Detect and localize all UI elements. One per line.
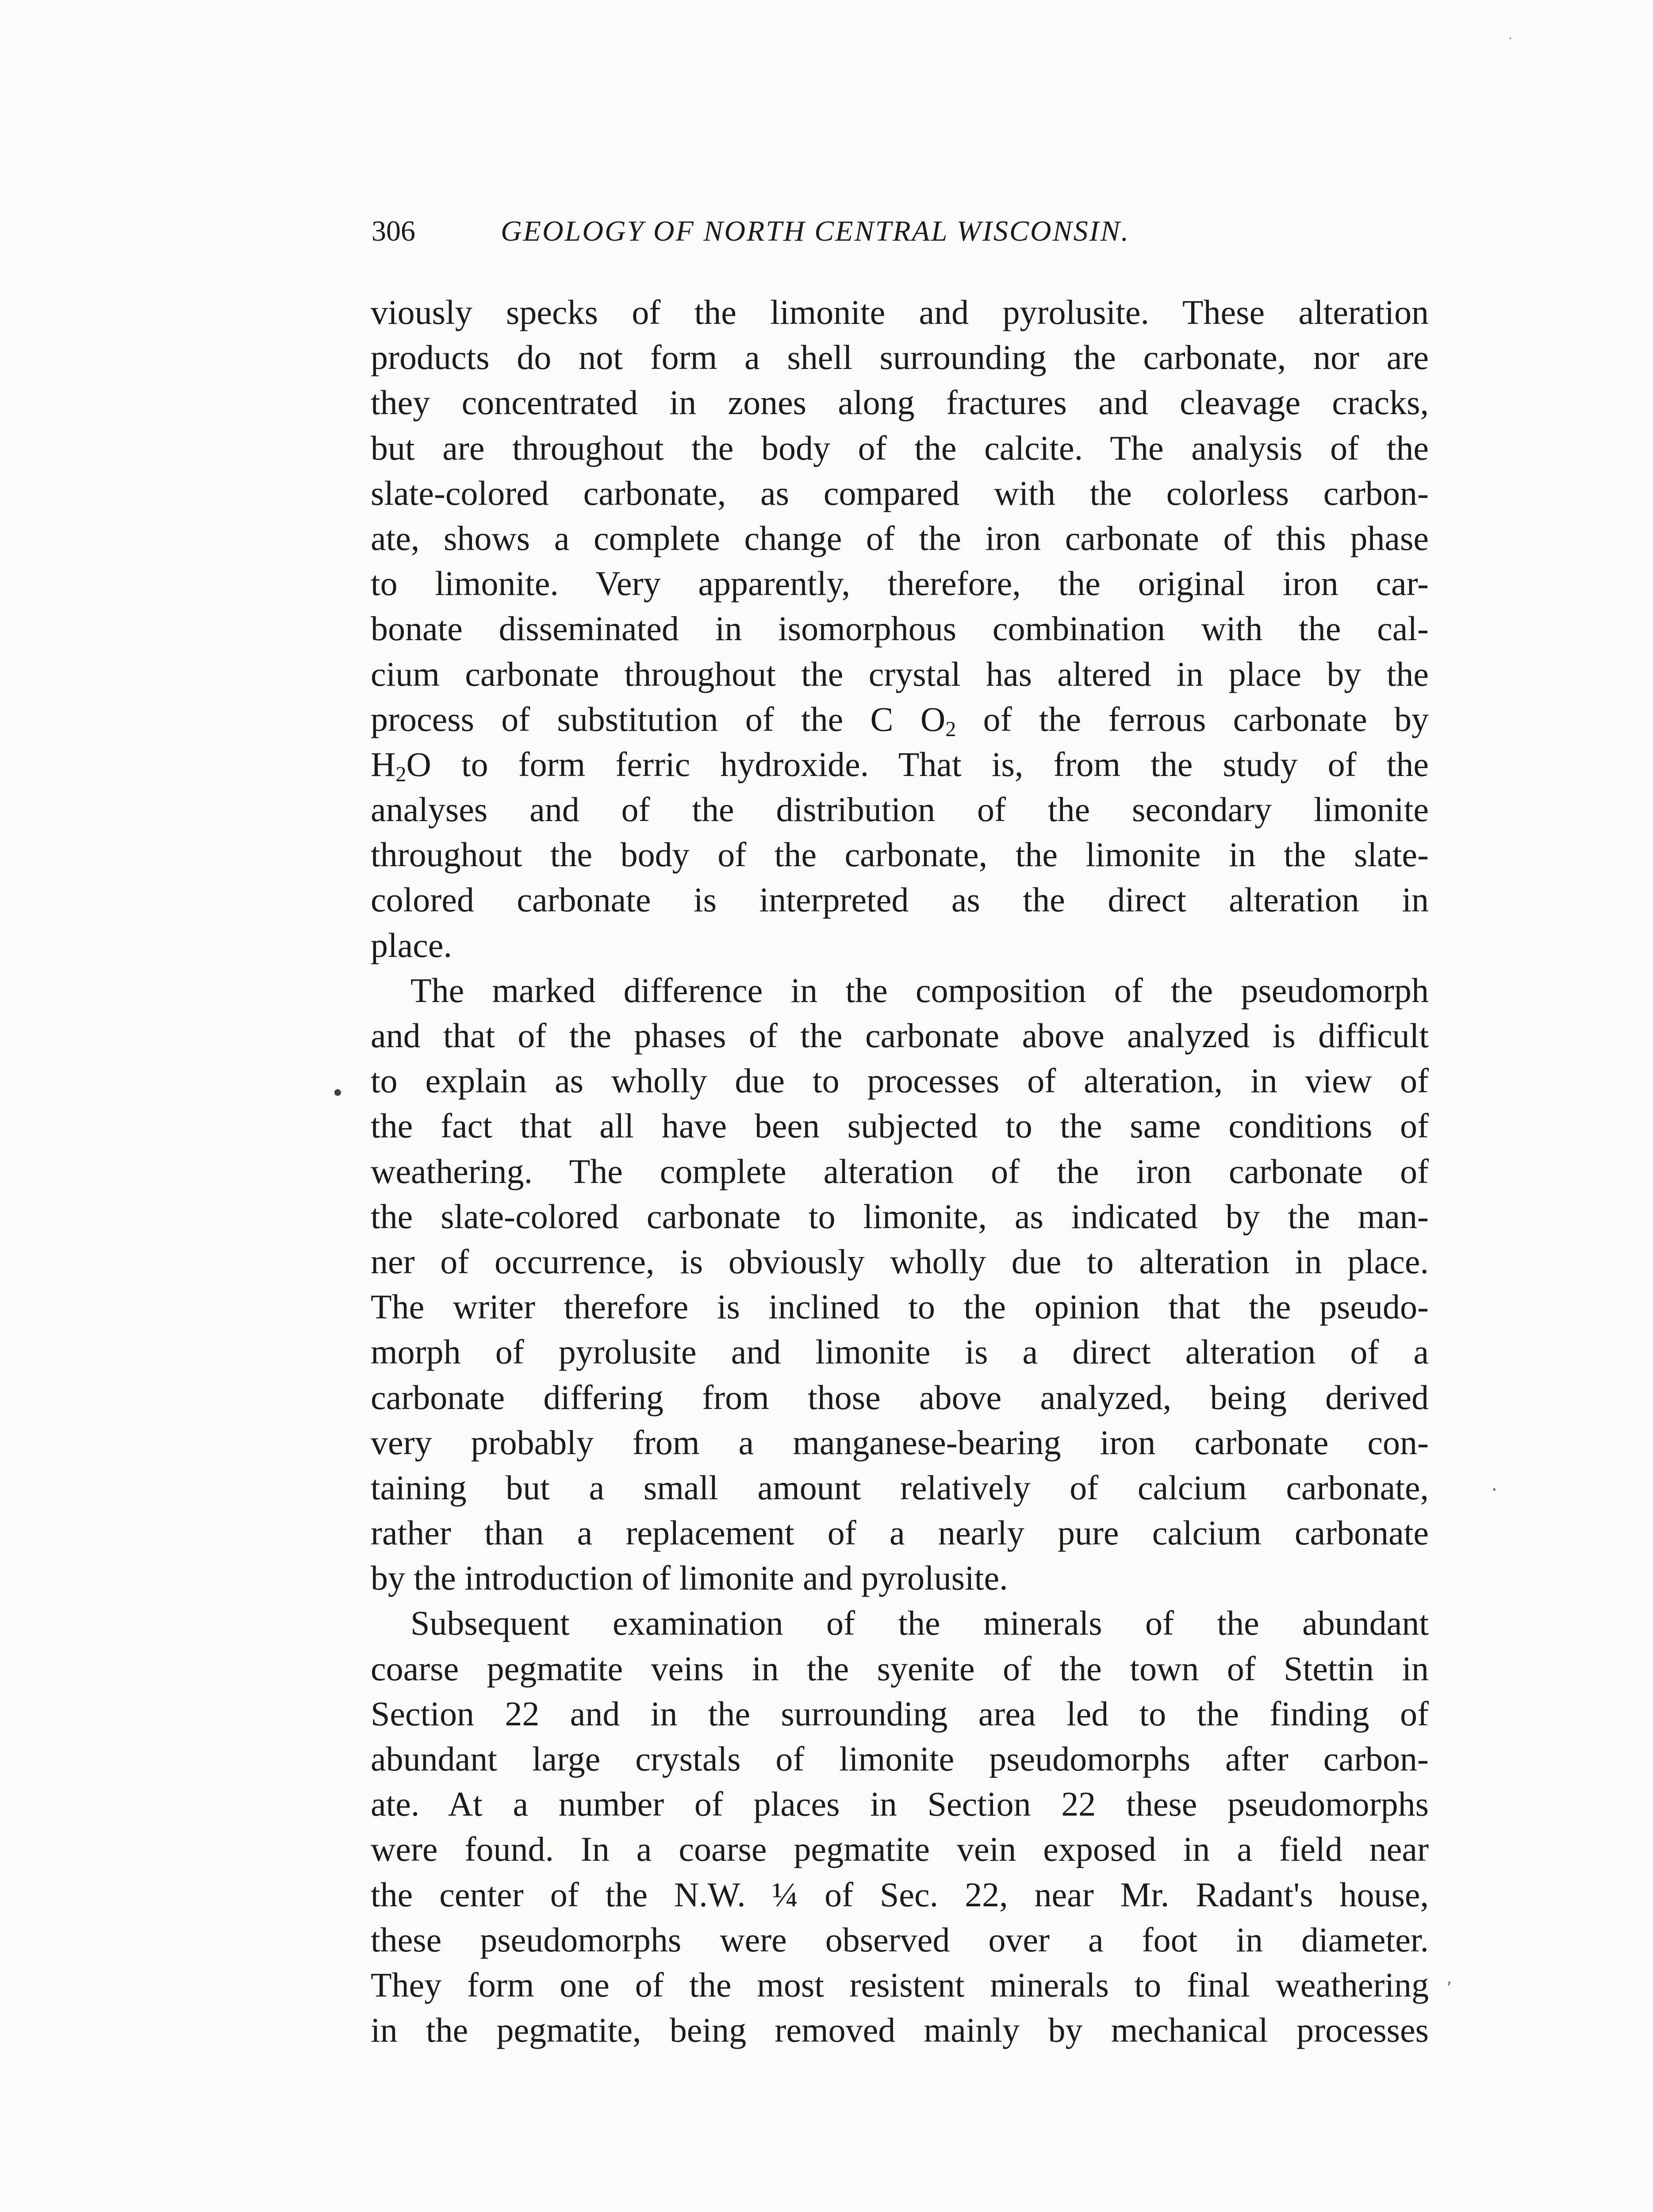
page-number: 306 [372,215,415,247]
text-line: in the pegmatite, being removed mainly by mechanical processes [371,2011,1429,2050]
margin-tick: , [1446,1968,1452,1988]
text-line: They form one of the most resistent minerals to final weathering [371,1965,1429,2004]
formula-text: of the ferrous carbonate by [956,699,1429,738]
text-line: analyses and of the distribution of the secondary limonite [371,790,1429,829]
text-line: coarse pegmatite veins in the syenite of the town of Stettin in [371,1649,1429,1688]
text-line: by the introduction of limonite and pyrolusite. [371,1559,1008,1598]
margin-mark: • [331,1080,345,1107]
text-line: but are throughout the body of the calcite. The analysis of the [371,428,1429,467]
text-line: place. [371,926,453,964]
text-line: slate-colored carbonate, as compared with the colorless carbon- [371,473,1429,512]
text-line: and that of the phases of the carbonate above analyzed is difficult [371,1016,1429,1055]
text-line: viously specks of the limonite and pyrolusite. These alteration [371,293,1429,331]
text-line: to explain as wholly due to processes of alteration, in view of [371,1061,1429,1100]
text-line: the center of the N.W. ¼ of Sec. 22, near Mr. Radant's house, [371,1875,1429,1914]
body-text [371,290,1429,2053]
text-line: bonate disseminated in isomorphous combination with the cal- [371,609,1429,648]
text-line: they concentrated in zones along fractures and cleavage cracks, [371,383,1429,422]
text-line: were found. In a coarse pegmatite vein exposed in a field near [371,1830,1429,1869]
text-line: these pseudomorphs were observed over a foot in diameter. [371,1920,1429,1959]
text-line: abundant large crystals of limonite pseudomorphs after carbon- [371,1740,1429,1778]
text-line: taining but a small amount relatively of calcium carbonate, [371,1468,1429,1507]
text-line: ate, shows a complete change of the iron carbonate of this phase [371,518,1429,557]
formula-line [371,742,1429,787]
text-line: the fact that all have been subjected to the same conditions of [371,1106,1429,1145]
text-line: ate. At a number of places in Section 22 these pseudomorphs [371,1785,1429,1824]
text-line: ner of occurrence, is obviously wholly due to alteration in place. [371,1242,1429,1281]
text-line: Subsequent examination of the minerals of the abundant [410,1604,1429,1643]
formula-text: O to form ferric hydroxide. That is, from the study of the [406,745,1429,783]
text-line: products do not form a shell surrounding the carbonate, nor are [371,338,1429,377]
margin-dot: · [1492,1480,1497,1500]
text-line: weathering. The complete alteration of the iron carbonate of [371,1152,1429,1190]
running-title: GEOLOGY OF NORTH CENTRAL WISCONSIN. [501,215,1130,247]
text-line: throughout the body of the carbonate, the limonite in the slate- [371,835,1429,874]
text-line: rather than a replacement of a nearly pure calcium carbonate [371,1513,1429,1552]
page-header [372,211,1433,251]
text-line: colored carbonate is interpreted as the direct alteration in [371,880,1429,919]
text-line: The writer therefore is inclined to the opinion that the pseudo- [371,1287,1429,1326]
text-line: very probably from a manganese-bearing iron carbonate con- [371,1423,1429,1462]
formula-line [371,697,1429,742]
text-line: The marked difference in the composition of the pseudomorph [410,971,1429,1010]
text-line: the slate-colored carbonate to limonite, as indicated by the man- [371,1197,1429,1236]
text-line: Section 22 and in the surrounding area led to the finding of [371,1694,1429,1733]
formula-text: process of substitution of the C O [371,699,946,738]
subscript: 2 [945,717,956,741]
text-line: cium carbonate throughout the crystal has altered in place by the [371,654,1429,693]
subscript: 2 [395,762,407,786]
text-line: to limonite. Very apparently, therefore, the original iron car- [371,564,1429,603]
formula-text: H [371,745,396,783]
text-line: carbonate differing from those above analyzed, being derived [371,1378,1429,1417]
margin-dot: · [1508,31,1513,46]
text-line: morph of pyrolusite and limonite is a direct alteration of a [371,1333,1429,1371]
